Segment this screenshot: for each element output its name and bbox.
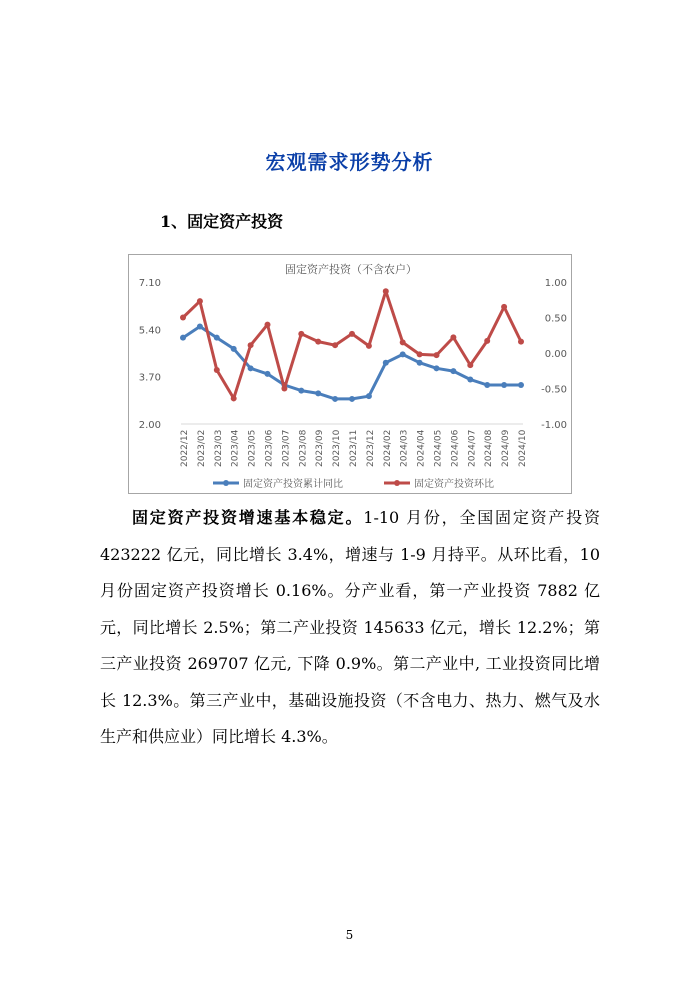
data-point (180, 315, 186, 321)
x-tick-label: 2023/05 (247, 429, 258, 467)
x-tick-label: 2024/09 (501, 429, 512, 467)
y-left-tick-label: 3.70 (138, 372, 161, 384)
x-tick-label: 2023/10 (332, 429, 343, 467)
x-tick-label: 2023/09 (315, 429, 326, 467)
data-point (467, 362, 473, 368)
x-tick-label: 2024/10 (518, 429, 528, 467)
data-point (417, 351, 423, 357)
data-point (281, 386, 287, 392)
legend-label-1: 固定资产投资累计同比 (243, 479, 343, 490)
y-left-tick-label: 2.00 (138, 420, 161, 431)
paragraph-lead: 固定资产投资增速基本稳定。 (132, 508, 364, 527)
data-point (298, 388, 304, 394)
data-point (484, 382, 490, 388)
data-point (231, 346, 237, 352)
x-tick-label: 2022/12 (180, 429, 190, 467)
data-point (400, 351, 406, 357)
data-point (231, 395, 237, 401)
data-point (518, 339, 524, 345)
y-left-tick-label: 7.10 (138, 278, 161, 289)
x-tick-label: 2024/04 (416, 429, 427, 467)
data-point (467, 376, 473, 382)
legend-label-2: 固定资产投资环比 (414, 479, 494, 490)
chart-title: 固定资产投资（不含农户） (285, 263, 417, 276)
data-point (450, 368, 456, 374)
data-point (248, 365, 254, 371)
data-point (434, 365, 440, 371)
data-point (501, 304, 507, 310)
x-tick-label: 2023/02 (196, 429, 207, 467)
x-tick-label: 2024/07 (467, 429, 478, 467)
data-point (484, 338, 490, 344)
data-point (265, 371, 271, 377)
x-tick-label: 2023/03 (213, 429, 224, 467)
y-left-tick-label: 5.40 (138, 325, 161, 337)
x-tick-label: 2023/04 (230, 429, 241, 467)
x-tick-label: 2024/05 (433, 429, 444, 467)
data-point (197, 324, 203, 330)
x-tick-label: 2023/08 (298, 429, 309, 467)
page-title: 宏观需求形势分析 (265, 150, 434, 174)
data-point (197, 298, 203, 304)
body-paragraph (100, 500, 600, 756)
data-point (400, 339, 406, 345)
x-tick-label: 2023/07 (281, 429, 292, 467)
legend-marker-1 (223, 480, 229, 486)
data-point (383, 288, 389, 294)
x-tick-label: 2024/08 (484, 429, 495, 467)
x-tick-label: 2024/03 (399, 429, 410, 467)
data-point (349, 396, 355, 402)
x-tick-label: 2024/02 (382, 429, 393, 467)
data-point (248, 342, 254, 348)
legend-marker-2 (394, 480, 400, 486)
data-point (501, 382, 507, 388)
x-tick-label: 2023/11 (349, 429, 359, 467)
x-tick-label: 2023/06 (264, 429, 275, 467)
data-point (383, 360, 389, 366)
chart-canvas (129, 255, 573, 495)
section-heading: 1、固定资产投资 (160, 212, 284, 231)
data-point (366, 393, 372, 399)
data-point (180, 335, 186, 341)
data-point (315, 390, 321, 396)
page-number: 5 (345, 928, 354, 942)
y-right-tick-label: 0.00 (544, 349, 567, 360)
data-point (298, 331, 304, 337)
x-tick-label: 2024/06 (450, 429, 461, 467)
data-point (214, 335, 220, 341)
data-point (265, 322, 271, 328)
data-point (417, 360, 423, 366)
y-right-tick-label: -1.00 (541, 420, 567, 431)
data-point (450, 334, 456, 340)
data-point (315, 339, 321, 345)
data-point (349, 331, 355, 337)
data-point (366, 343, 372, 349)
y-right-tick-label: 1.00 (544, 278, 567, 289)
data-point (332, 396, 338, 402)
data-point (214, 367, 220, 373)
data-point (332, 342, 338, 348)
fixed-asset-investment-chart (128, 254, 572, 494)
x-tick-label: 2023/12 (365, 429, 376, 467)
y-right-tick-label: 0.50 (544, 313, 567, 325)
data-point (518, 382, 524, 388)
paragraph-body: 1-10 月份，全国固定资产投资 423222 亿元，同比增长 3.4%，增速与 1-9 月持平。从环比看，10 月份固定资产投资增长 0.16%。分产业看，第一产业投资 7882 亿元，同比增长 2.5%；第二产业投资 145633 亿元，增长 12.2%；第三产业投资 269707 亿元, 下降 0.9%。第二产业中, 工业投资同比增长 12.3%。第三产业中，基础设施投资（不含电力、热力、燃气及水生产和供应业）同比增长 4.3%。 (100, 508, 600, 746)
data-point (434, 352, 440, 358)
y-right-tick-label: -0.50 (541, 384, 567, 396)
